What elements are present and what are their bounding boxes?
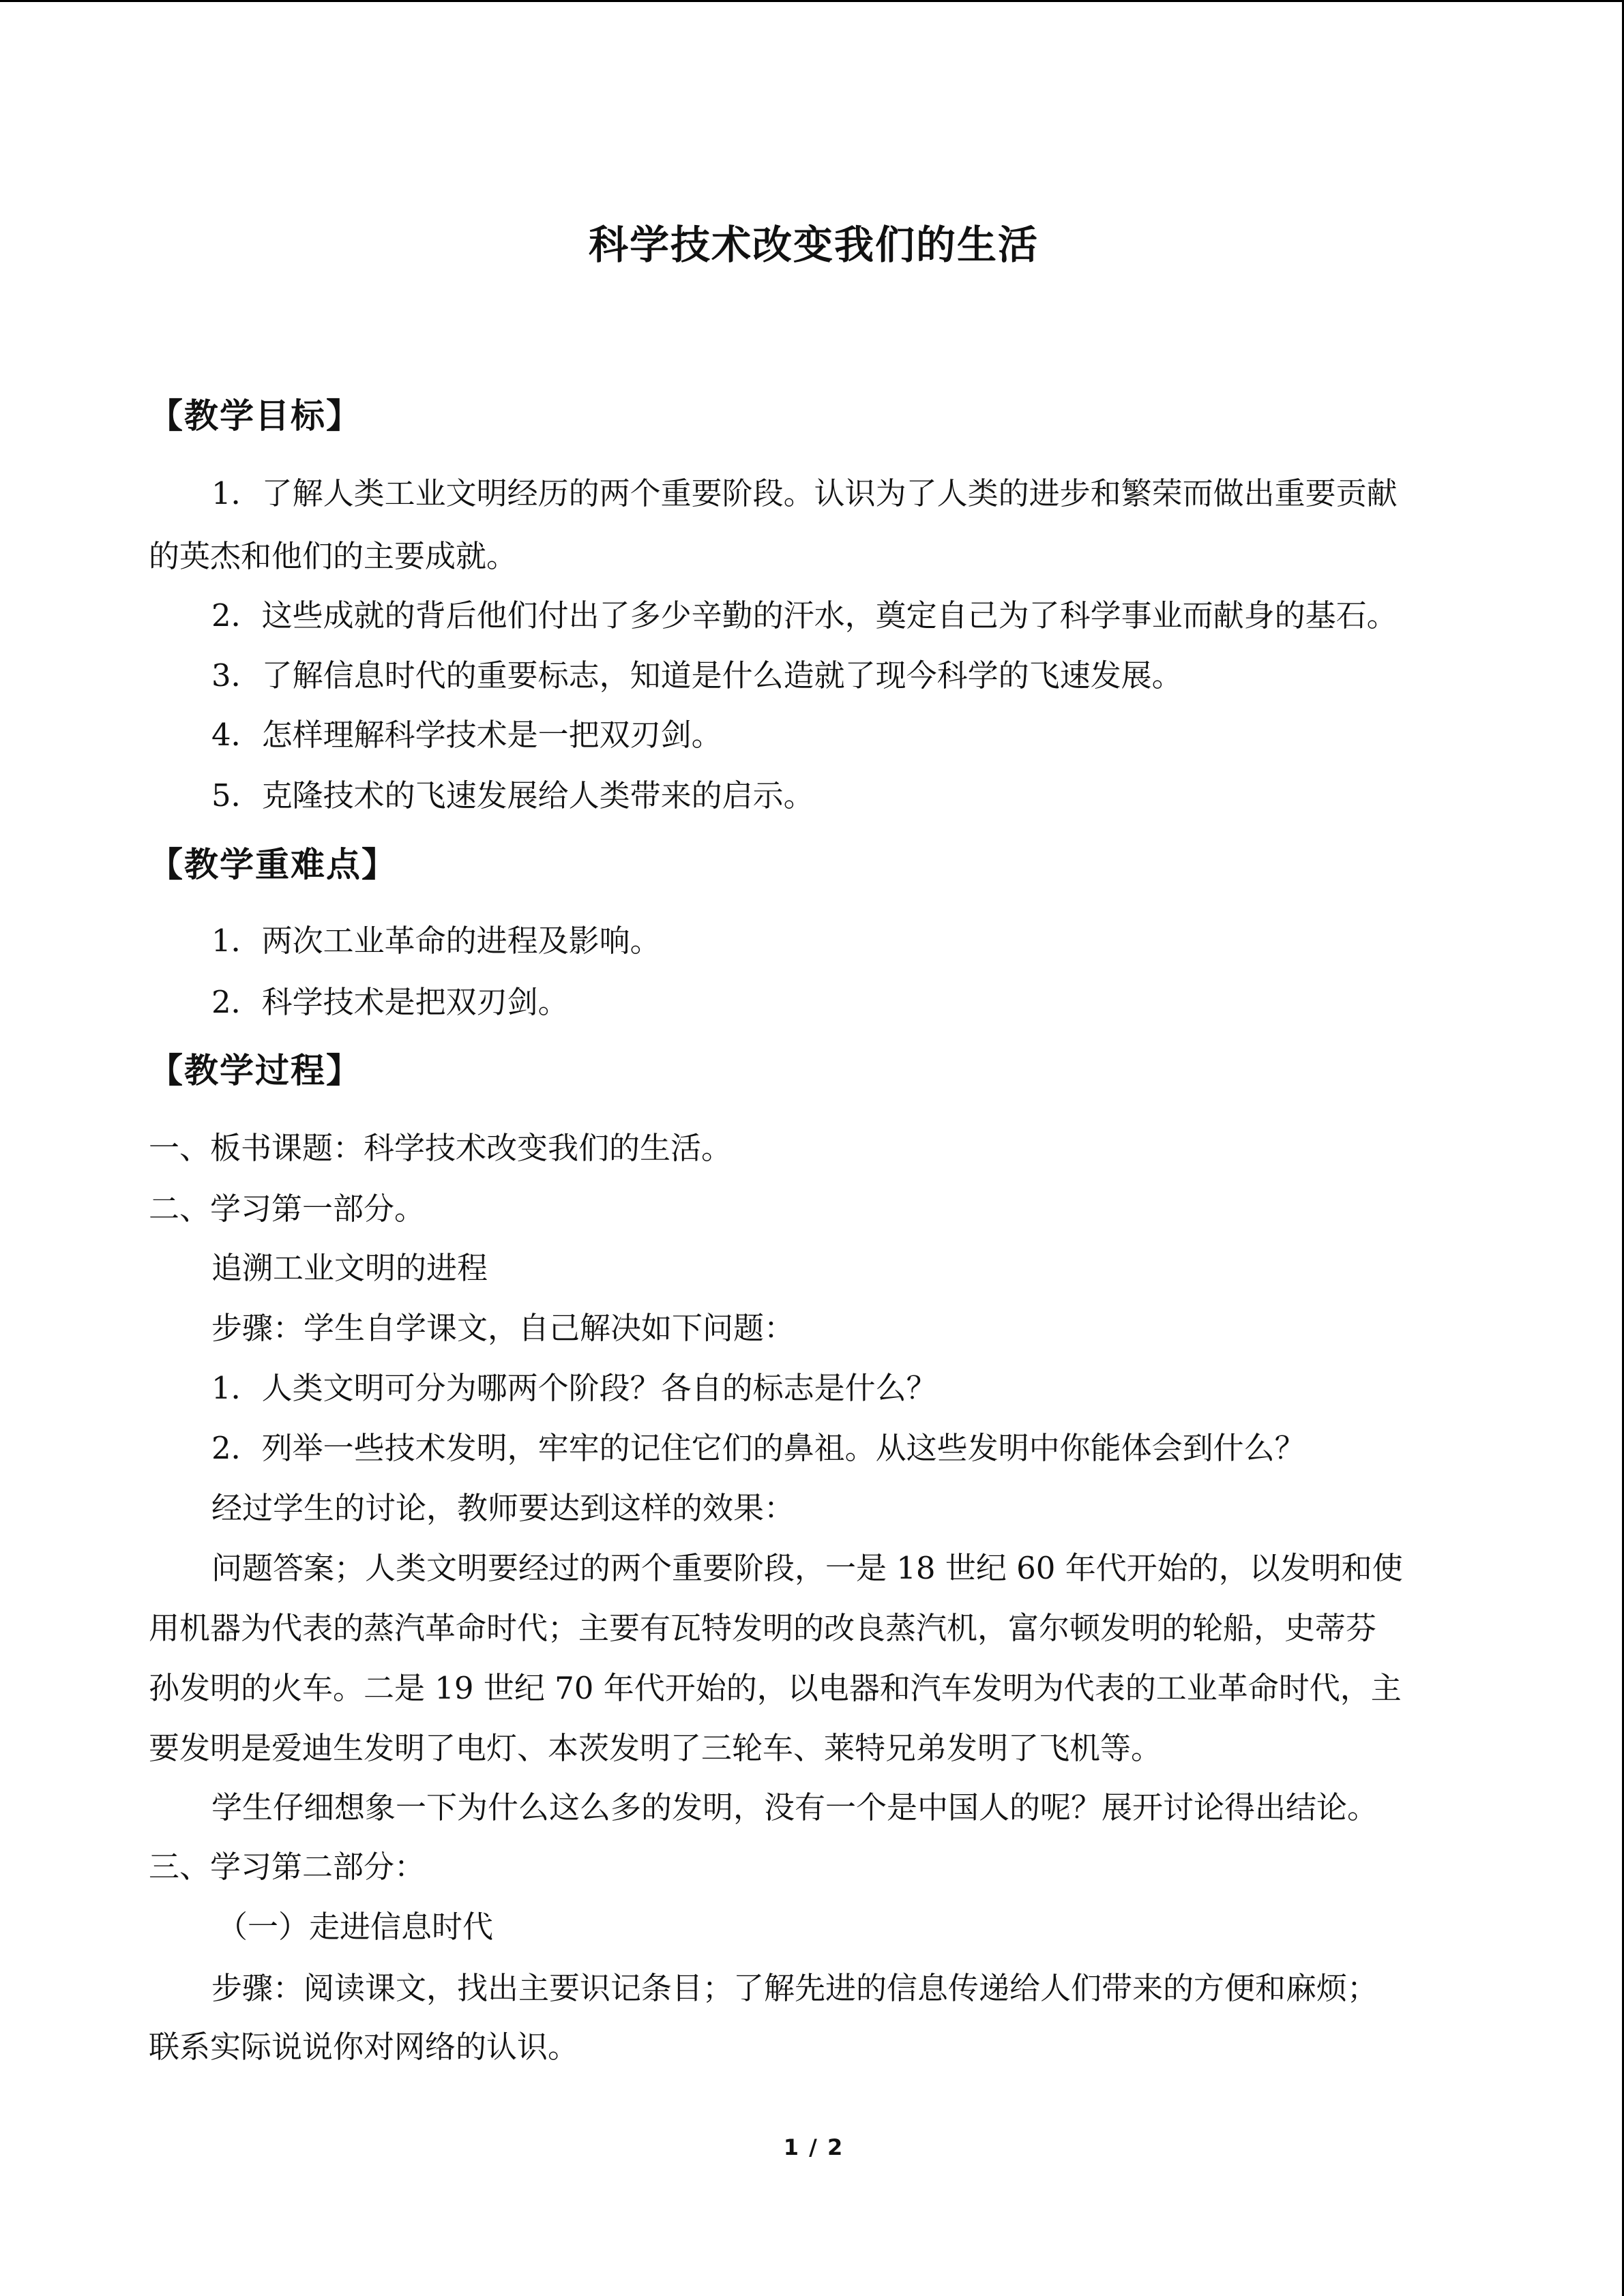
key-point-item-2: 2．科学技术是把双刃剑。 <box>211 984 569 1020</box>
process-step-3-subsection-1: （一）走进信息时代 <box>217 1909 494 1945</box>
document-page <box>149 0 1479 2296</box>
page-number: 1 / 2 <box>783 2134 844 2160</box>
section-heading-process: 【教学过程】 <box>149 1050 361 1090</box>
answer-line-4: 要发明是爱迪生发明了电灯、本茨发明了三轮车、莱特兄弟发明了飞机等。 <box>149 1730 1162 1766</box>
section-heading-objectives: 【教学目标】 <box>149 396 361 436</box>
objective-item-1-line-1: 1．了解人类工业文明经历的两个重要阶段。认识为了人类的进步和繁荣而做出重要贡献 <box>211 475 1398 511</box>
objective-item-2: 2．这些成就的背后他们付出了多少辛勤的汗水，奠定自己为了科学事业而献身的基石。 <box>211 597 1398 633</box>
section-heading-key-points: 【教学重难点】 <box>149 844 397 884</box>
process-reflection: 学生仔细想象一下为什么这么多的发明，没有一个是中国人的呢？展开讨论得出结论。 <box>211 1789 1378 1825</box>
process-step-1: 一、板书课题：科学技术改变我们的生活。 <box>149 1130 733 1166</box>
objective-item-3: 3．了解信息时代的重要标志，知道是什么造就了现今科学的飞速发展。 <box>211 657 1183 694</box>
objective-item-4: 4．怎样理解科学技术是一把双刃剑。 <box>211 717 722 753</box>
objective-item-1-line-2: 的英杰和他们的主要成就。 <box>149 538 518 574</box>
process-step-2-method: 步骤：学生自学课文，自己解决如下问题： <box>211 1310 795 1346</box>
page-title: 科学技术改变我们的生活 <box>588 222 1039 268</box>
process-step-3: 三、学习第二部分： <box>149 1849 426 1885</box>
process-discussion: 经过学生的讨论，教师要达到这样的效果： <box>211 1490 795 1526</box>
process-step-3-method-line-2: 联系实际说说你对网络的认识。 <box>149 2029 579 2065</box>
process-step-2: 二、学习第一部分。 <box>149 1191 426 1227</box>
answer-line-1: 问题答案；人类文明要经过的两个重要阶段，一是 18 世纪 60 年代开始的，以发明和使 <box>211 1550 1403 1586</box>
process-question-1: 1．人类文明可分为哪两个阶段？各自的标志是什么？ <box>211 1370 937 1406</box>
process-step-3-method-line-1: 步骤：阅读课文，找出主要识记条目；了解先进的信息传递给人们带来的方便和麻烦； <box>211 1970 1378 2006</box>
answer-line-3: 孙发明的火车。二是 19 世纪 70 年代开始的，以电器和汽车发明为代表的工业革命时代，主 <box>149 1670 1402 1706</box>
process-question-2: 2．列举一些技术发明，牢牢的记住它们的鼻祖。从这些发明中你能体会到什么？ <box>211 1430 1305 1466</box>
key-point-item-1: 1．两次工业革命的进程及影响。 <box>211 923 661 959</box>
objective-item-5: 5．克隆技术的飞速发展给人类带来的启示。 <box>211 777 814 814</box>
answer-line-2: 用机器为代表的蒸汽革命时代；主要有瓦特发明的改良蒸汽机，富尔顿发明的轮船，史蒂芬 <box>149 1610 1377 1646</box>
process-step-2-topic: 追溯工业文明的进程 <box>211 1250 488 1286</box>
